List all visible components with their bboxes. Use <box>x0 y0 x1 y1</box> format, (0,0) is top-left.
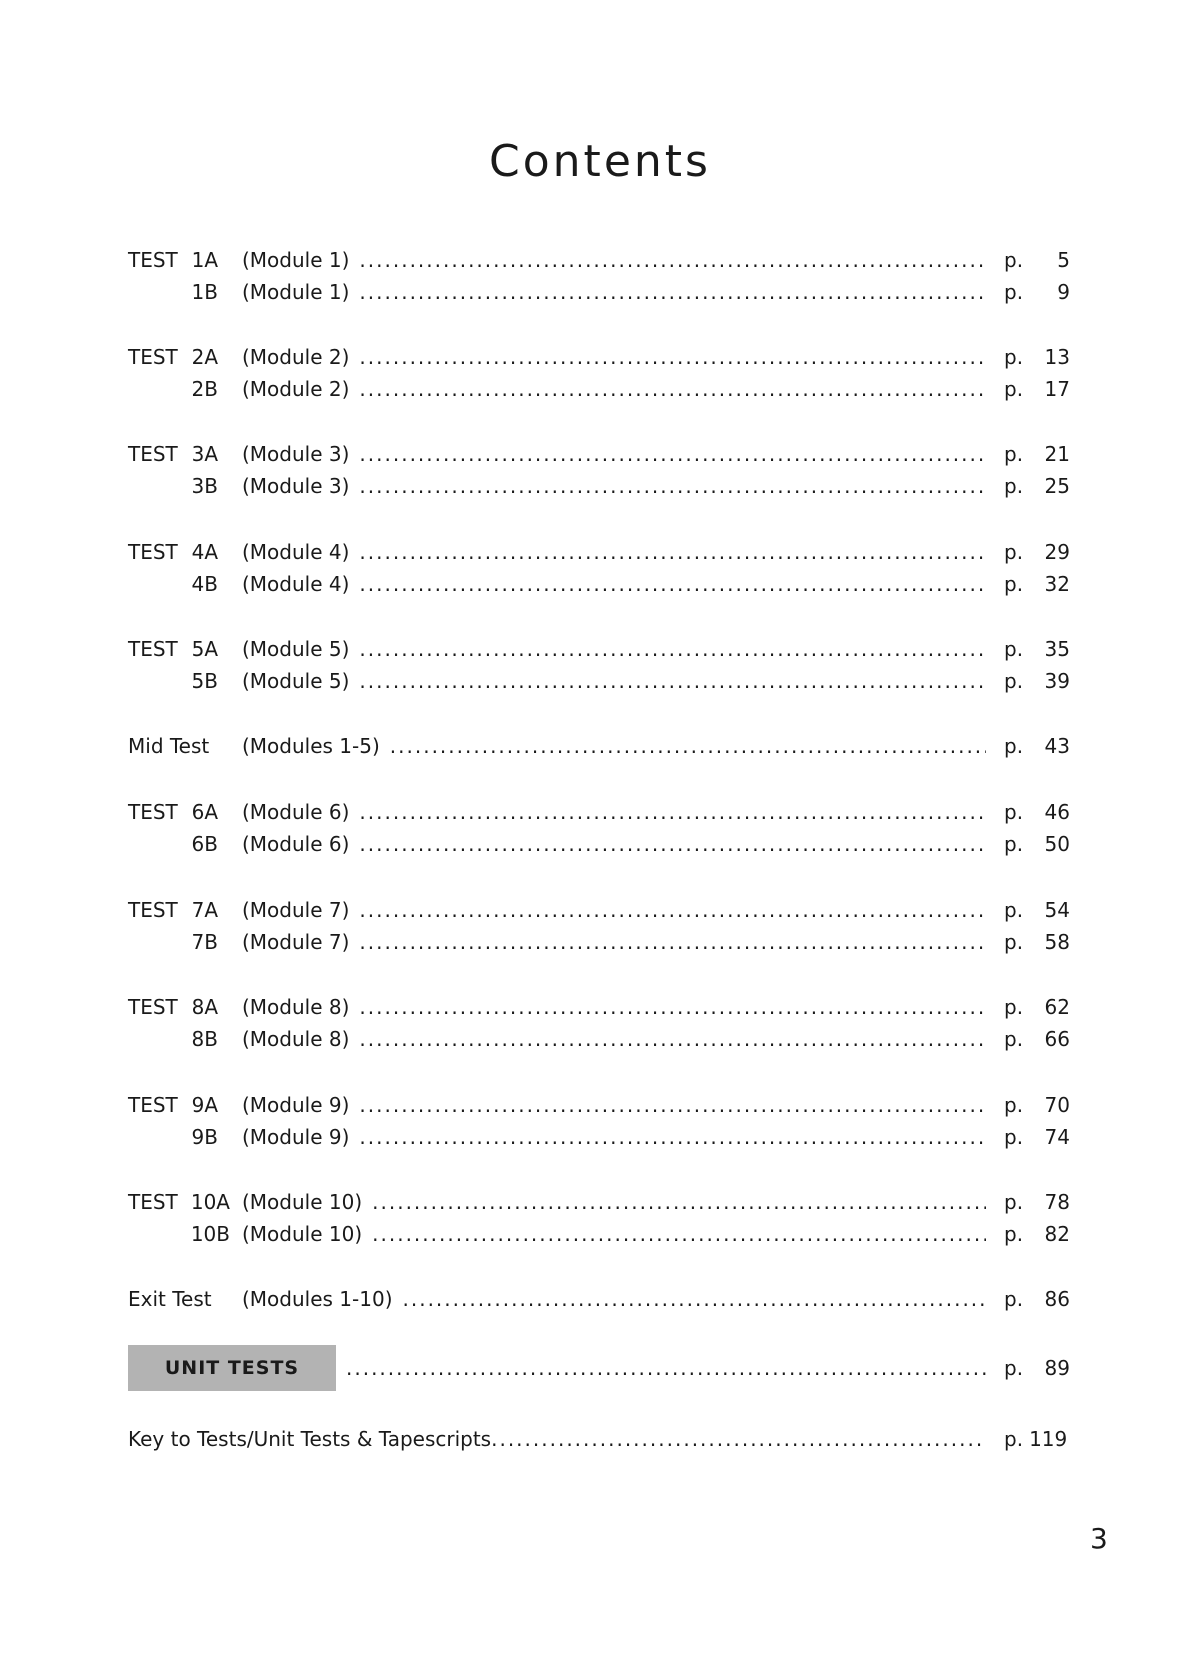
page-prefix: p. <box>1004 572 1024 596</box>
entry-page-ref <box>1004 474 1070 498</box>
toc-entry[interactable] <box>128 1218 1070 1250</box>
entry-label <box>128 474 242 498</box>
entry-keyword <box>128 572 182 596</box>
entry-label <box>128 248 242 272</box>
entry-page-number: 43 <box>1044 734 1070 758</box>
entry-page-number: 21 <box>1044 442 1070 466</box>
entry-page-ref <box>1004 248 1070 272</box>
entry-code: 2A <box>191 345 218 369</box>
entry-page-ref <box>1004 442 1070 466</box>
entry-page-number: 62 <box>1044 995 1070 1019</box>
entry-page-number: 119 <box>1029 1427 1068 1451</box>
entry-page-number: 35 <box>1044 637 1070 661</box>
entry-module: (Module 1) <box>242 280 350 304</box>
entry-page-ref <box>1004 280 1070 304</box>
toc-entry[interactable] <box>128 373 1070 405</box>
page-prefix: p. <box>1004 377 1024 401</box>
entry-label <box>128 1027 242 1051</box>
entry-label <box>128 930 242 954</box>
entry-keyword: TEST <box>128 637 178 661</box>
page-prefix: p. <box>1004 1356 1024 1380</box>
entry-label <box>128 280 242 304</box>
entry-code: 8B <box>191 1027 218 1051</box>
dot-leader <box>372 1190 986 1214</box>
dot-leader <box>359 637 986 661</box>
entry-label <box>128 1222 242 1246</box>
toc-entry-exit-test[interactable] <box>128 1283 1070 1315</box>
page-prefix: p. <box>1004 474 1024 498</box>
entry-module: (Module 4) <box>242 572 350 596</box>
entry-page-ref <box>1004 898 1070 922</box>
toc-entry[interactable] <box>128 796 1070 828</box>
entry-label <box>128 734 242 758</box>
entry-module: (Module 6) <box>242 832 350 856</box>
entry-page-ref <box>1004 669 1070 693</box>
entry-page-ref <box>1004 930 1070 954</box>
entry-page-number: 50 <box>1044 832 1070 856</box>
dot-leader <box>346 1356 986 1380</box>
entry-page-ref <box>1004 800 1070 824</box>
page-prefix: p. <box>1004 1093 1024 1117</box>
page-prefix: p. <box>1004 1222 1024 1246</box>
entry-page-number: 54 <box>1044 898 1070 922</box>
toc-entry[interactable] <box>128 536 1070 568</box>
page-prefix: p. <box>1004 669 1024 693</box>
entry-module: (Module 7) <box>242 898 350 922</box>
entry-code: 10B <box>190 1222 230 1246</box>
page-prefix: p. <box>1004 898 1024 922</box>
entry-page-number: 13 <box>1044 345 1070 369</box>
entry-keyword <box>128 832 182 856</box>
entry-module: (Module 9) <box>242 1125 350 1149</box>
page-prefix: p. <box>1004 800 1024 824</box>
entry-label <box>128 1093 242 1117</box>
page-prefix: p. <box>1004 1427 1024 1451</box>
entry-page-number: 9 <box>1057 280 1070 304</box>
entry-keyword: TEST <box>128 1190 178 1214</box>
entry-page-number: 78 <box>1044 1190 1070 1214</box>
entry-keyword <box>128 1027 182 1051</box>
entry-keyword: TEST <box>128 248 178 272</box>
toc-entry-mid-test[interactable] <box>128 730 1070 762</box>
toc-entry[interactable] <box>128 991 1070 1023</box>
dot-leader <box>390 734 986 758</box>
entry-code: 6B <box>191 832 218 856</box>
entry-module: (Module 3) <box>242 474 350 498</box>
entry-page-number: 86 <box>1044 1287 1070 1311</box>
entry-code: 8A <box>191 995 218 1019</box>
entry-page-ref <box>1004 1093 1070 1117</box>
dot-leader <box>491 1427 986 1451</box>
entry-page-ref <box>1004 1427 1070 1451</box>
entry-page-ref <box>1004 637 1070 661</box>
entry-page-number: 66 <box>1044 1027 1070 1051</box>
page-prefix: p. <box>1004 1125 1024 1149</box>
entry-label <box>128 898 242 922</box>
entry-label <box>128 800 242 824</box>
entry-page-number: 32 <box>1044 572 1070 596</box>
toc-entry[interactable] <box>128 341 1070 373</box>
page-prefix: p. <box>1004 734 1024 758</box>
toc-entry[interactable] <box>128 926 1070 958</box>
dot-leader <box>359 1027 986 1051</box>
toc-entry-unit-tests[interactable] <box>128 1344 1070 1392</box>
entry-code: 9B <box>191 1125 218 1149</box>
entry-label <box>128 442 242 466</box>
entry-keyword: Exit Test <box>128 1287 212 1311</box>
entry-module: (Module 5) <box>242 637 350 661</box>
dot-leader <box>359 898 986 922</box>
page-prefix: p. <box>1004 1287 1024 1311</box>
page-prefix: p. <box>1004 1027 1024 1051</box>
dot-leader <box>359 669 986 693</box>
entry-module: (Module 9) <box>242 1093 350 1117</box>
entry-page-ref <box>1004 377 1070 401</box>
entry-code: 2B <box>191 377 218 401</box>
entry-page-ref <box>1004 540 1070 564</box>
toc-entry[interactable] <box>128 438 1070 470</box>
dot-leader <box>359 572 986 596</box>
entry-keyword: TEST <box>128 995 178 1019</box>
page-prefix: p. <box>1004 832 1024 856</box>
entry-code: 6A <box>191 800 218 824</box>
entry-keyword <box>128 930 182 954</box>
dot-leader <box>403 1287 987 1311</box>
entry-page-number: 39 <box>1044 669 1070 693</box>
entry-keyword: TEST <box>128 345 178 369</box>
dot-leader <box>359 800 986 824</box>
entry-code: 1A <box>191 248 218 272</box>
entry-keyword <box>128 377 182 401</box>
toc-entry[interactable] <box>128 1023 1070 1055</box>
entry-code: 7A <box>191 898 218 922</box>
entry-page-ref <box>1004 1222 1070 1246</box>
entry-keyword <box>128 280 182 304</box>
entry-code: 10A <box>190 1190 230 1214</box>
entry-module: (Module 7) <box>242 930 350 954</box>
entry-keyword: TEST <box>128 800 178 824</box>
dot-leader <box>359 930 986 954</box>
entry-page-ref <box>1004 1356 1070 1380</box>
entry-module: (Module 3) <box>242 442 350 466</box>
entry-label <box>128 1287 242 1311</box>
dot-leader <box>359 540 986 564</box>
entry-module: (Modules 1-5) <box>242 734 380 758</box>
entry-keyword <box>128 1125 182 1149</box>
entry-label <box>128 540 242 564</box>
page-prefix: p. <box>1004 637 1024 661</box>
toc-entry[interactable] <box>128 568 1070 600</box>
entry-module: (Module 4) <box>242 540 350 564</box>
entry-code: 5A <box>191 637 218 661</box>
entry-page-number: 82 <box>1044 1222 1070 1246</box>
entry-module: (Module 10) <box>242 1190 363 1214</box>
entry-code: 4B <box>191 572 218 596</box>
entry-page-ref <box>1004 995 1070 1019</box>
entry-label <box>128 832 242 856</box>
dot-leader <box>359 1093 986 1117</box>
entry-page-ref <box>1004 1287 1070 1311</box>
entry-label <box>128 637 242 661</box>
entry-module: (Module 2) <box>242 345 350 369</box>
dot-leader <box>359 474 986 498</box>
entry-page-number: 46 <box>1044 800 1070 824</box>
toc-entry[interactable] <box>128 633 1070 665</box>
entry-page-ref <box>1004 1190 1070 1214</box>
entry-label <box>128 669 242 693</box>
entry-page-ref <box>1004 734 1070 758</box>
unit-tests-badge: UNIT TESTS <box>128 1345 336 1391</box>
entry-label <box>128 572 242 596</box>
entry-label <box>128 377 242 401</box>
key-label: Key to Tests/Unit Tests & Tapescripts <box>128 1427 492 1451</box>
entry-keyword: Mid Test <box>128 734 210 758</box>
dot-leader <box>359 280 986 304</box>
toc-entry[interactable] <box>128 894 1070 926</box>
dot-leader <box>359 832 986 856</box>
dot-leader <box>359 995 986 1019</box>
page-prefix: p. <box>1004 345 1024 369</box>
entry-keyword: TEST <box>128 898 178 922</box>
entry-keyword <box>128 474 182 498</box>
entry-label <box>128 995 242 1019</box>
page-prefix: p. <box>1004 540 1024 564</box>
entry-page-ref <box>1004 345 1070 369</box>
entry-module: (Module 5) <box>242 669 350 693</box>
toc-entry[interactable] <box>128 1186 1070 1218</box>
dot-leader <box>359 345 986 369</box>
entry-code: 7B <box>191 930 218 954</box>
entry-module: (Module 10) <box>242 1222 363 1246</box>
entry-page-number: 17 <box>1044 377 1070 401</box>
entry-module: (Module 2) <box>242 377 350 401</box>
entry-module: (Module 8) <box>242 995 350 1019</box>
entry-page-ref <box>1004 1027 1070 1051</box>
entry-keyword <box>128 669 182 693</box>
page-prefix: p. <box>1004 280 1024 304</box>
entry-code: 4A <box>191 540 218 564</box>
entry-label <box>128 1190 242 1214</box>
dot-leader <box>359 248 986 272</box>
toc-entry[interactable] <box>128 665 1070 697</box>
entry-code: 3B <box>191 474 218 498</box>
entry-module: (Module 6) <box>242 800 350 824</box>
entry-page-number: 29 <box>1044 540 1070 564</box>
entry-code: 1B <box>191 280 218 304</box>
entry-code: 9A <box>191 1093 218 1117</box>
entry-code: 5B <box>191 669 218 693</box>
dot-leader <box>372 1222 986 1246</box>
entry-code: 3A <box>191 442 218 466</box>
page-prefix: p. <box>1004 995 1024 1019</box>
entry-page-number: 5 <box>1057 248 1070 272</box>
entry-label <box>128 1125 242 1149</box>
dot-leader <box>359 377 986 401</box>
dot-leader <box>359 1125 986 1149</box>
entry-page-number: 25 <box>1044 474 1070 498</box>
page-prefix: p. <box>1004 930 1024 954</box>
page-prefix: p. <box>1004 248 1024 272</box>
dot-leader <box>359 442 986 466</box>
entry-keyword <box>128 1222 182 1246</box>
entry-module: (Module 1) <box>242 248 350 272</box>
entry-keyword: TEST <box>128 1093 178 1117</box>
page-number: 3 <box>1090 1522 1108 1555</box>
entry-page-number: 74 <box>1044 1125 1070 1149</box>
toc-entry-key[interactable] <box>128 1423 1070 1455</box>
entry-keyword: TEST <box>128 442 178 466</box>
entry-page-number: 89 <box>1044 1356 1070 1380</box>
entry-page-ref <box>1004 832 1070 856</box>
page-prefix: p. <box>1004 1190 1024 1214</box>
toc-entry[interactable] <box>128 244 1070 276</box>
page-prefix: p. <box>1004 442 1024 466</box>
entry-page-number: 70 <box>1044 1093 1070 1117</box>
entry-page-ref <box>1004 572 1070 596</box>
toc-entry[interactable] <box>128 470 1070 502</box>
toc-entry[interactable] <box>128 276 1070 308</box>
entry-page-ref <box>1004 1125 1070 1149</box>
entry-keyword: TEST <box>128 540 178 564</box>
entry-module: (Module 8) <box>242 1027 350 1051</box>
toc-entry[interactable] <box>128 1089 1070 1121</box>
toc-entry[interactable] <box>128 1121 1070 1153</box>
entry-page-number: 58 <box>1044 930 1070 954</box>
entry-label <box>128 345 242 369</box>
entry-module: (Modules 1-10) <box>242 1287 393 1311</box>
toc-entry[interactable] <box>128 828 1070 860</box>
page-title: Contents <box>489 136 711 187</box>
